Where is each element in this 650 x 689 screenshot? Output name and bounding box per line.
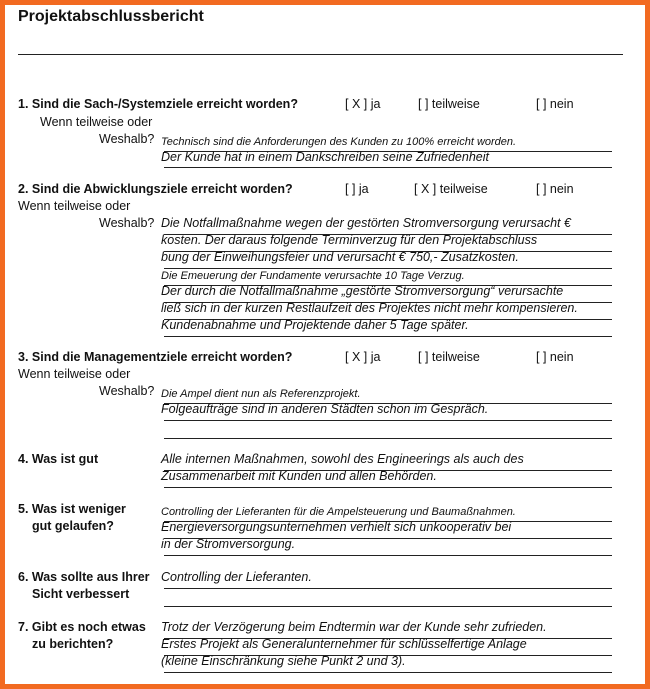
question-3: 3. Sind die Managementziele erreicht worden?: [18, 350, 293, 364]
question-6-line-1: 6. Was sollte aus Ihrer: [18, 570, 150, 584]
q5-answer-line-3: in der Stromversorgung.: [161, 537, 296, 551]
answer-rule: [164, 420, 612, 421]
question-2: 2. Sind die Abwicklungsziele erreicht worden?: [18, 182, 293, 196]
q2-option-nein[interactable]: [ ] nein: [536, 182, 574, 196]
q2-answer-line-1: Die Notfallmaßnahme wegen der gestörten Stromversorgung verursacht €: [161, 216, 571, 230]
q3-option-teilweise[interactable]: [ ] teilweise: [418, 350, 480, 364]
q2-answer-line-3: bung der Einweihungsfeier und verursacht € 750,- Zusatzkosten.: [161, 250, 519, 264]
page-title: Projektabschlussbericht: [18, 8, 204, 25]
q4-answer-line-2: Zusammenarbeit mit Kunden und allen Behörden.: [161, 469, 437, 483]
q2-answer-line-7: Kundenabnahme und Projektende daher 5 Tage später.: [161, 318, 469, 332]
answer-rule: [164, 167, 612, 168]
answer-rule: [164, 268, 612, 269]
q1-option-ja[interactable]: [ X ] ja: [345, 97, 381, 111]
q6-answer-line-1: Controlling der Lieferanten.: [161, 570, 312, 584]
q2-answer-line-4: Die Emeuerung der Fundamente verursachte 10 Tage Verzug.: [161, 270, 465, 282]
q1-option-teilweise[interactable]: [ ] teilweise: [418, 97, 480, 111]
q3-why-label: Weshalb?: [99, 384, 155, 398]
q7-answer-line-2: Erstes Projekt als Generalunternehmer für schlüsselfertige Anlage: [161, 637, 527, 651]
answer-rule: [164, 555, 612, 556]
q2-option-ja[interactable]: [ ] ja: [345, 182, 369, 196]
q3-option-nein[interactable]: [ ] nein: [536, 350, 574, 364]
q1-answer-line-1: Technisch sind die Anforderungen des Kunden zu 100% erreicht worden.: [161, 136, 517, 148]
question-1: 1. Sind die Sach-/Systemziele erreicht worden?: [18, 97, 298, 111]
answer-rule: [164, 606, 612, 607]
q2-why-label: Weshalb?: [99, 216, 155, 230]
question-6-line-2: Sicht verbessert: [32, 587, 130, 601]
q7-answer-line-1: Trotz der Verzögerung beim Endtermin war der Kunde sehr zufrieden.: [161, 620, 547, 634]
q5-answer-line-1: Controlling der Lieferanten für die Ampelsteuerung und Baumaßnahmen.: [161, 506, 516, 518]
q1-option-nein[interactable]: [ ] nein: [536, 97, 574, 111]
title-divider: [18, 54, 623, 55]
question-7-line-2: zu berichten?: [32, 637, 114, 651]
q3-answer-line-1: Die Ampel dient nun als Referenzprojekt.: [161, 388, 361, 400]
q1-why-label: Weshalb?: [99, 132, 155, 146]
q2-if-partial-label: Wenn teilweise oder: [18, 199, 131, 213]
q2-answer-line-6: ließ sich in der kurzen Restlaufzeit des Projektes nicht mehr kompensieren.: [161, 301, 578, 315]
q3-option-ja[interactable]: [ X ] ja: [345, 350, 381, 364]
answer-rule: [164, 336, 612, 337]
q2-option-teilweise[interactable]: [ X ] teilweise: [414, 182, 488, 196]
question-5-line-2: gut gelaufen?: [32, 519, 114, 533]
q1-answer-line-2: Der Kunde hat in einem Dankschreiben seine Zufriedenheit: [161, 150, 489, 164]
answer-rule: [164, 487, 612, 488]
q4-answer-line-1: Alle internen Maßnahmen, sowohl des Engineerings als auch des: [161, 452, 524, 466]
q3-if-partial-label: Wenn teilweise oder: [18, 367, 131, 381]
q2-answer-line-2: kosten. Der daraus folgende Terminverzug für den Projektabschluss: [161, 233, 538, 247]
answer-rule: [164, 438, 612, 439]
answer-rule: [164, 588, 612, 589]
question-4: 4. Was ist gut: [18, 452, 99, 466]
q5-answer-line-2: Energieversorgungsunternehmen verhielt sich unkooperativ bei: [161, 520, 512, 534]
q3-answer-line-2: Folgeaufträge sind in anderen Städten schon im Gespräch.: [161, 402, 489, 416]
q2-answer-line-5: Der durch die Notfallmaßnahme „gestörte Stromversorgung“ verursachte: [161, 284, 564, 298]
answer-rule: [164, 672, 612, 673]
q1-if-partial-label: Wenn teilweise oder: [40, 115, 153, 129]
question-5-line-1: 5. Was ist weniger: [18, 502, 126, 516]
q7-answer-line-3: (kleine Einschränkung siehe Punkt 2 und 3).: [161, 654, 406, 668]
question-7-line-1: 7. Gibt es noch etwas: [18, 620, 146, 634]
